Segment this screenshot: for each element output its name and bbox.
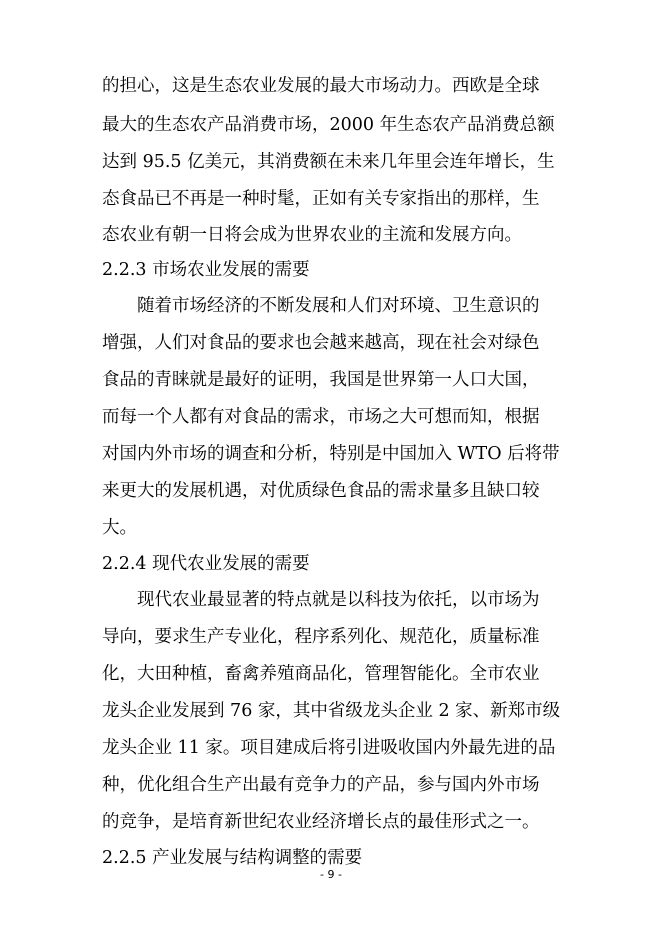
paragraph-line: 现代农业最显著的特点就是以科技为依托，以市场为	[137, 590, 540, 610]
paragraph-line: 而每一个人都有对食品的需求，市场之大可想而知，根据	[102, 407, 540, 427]
paragraph-line: 随着市场经济的不断发展和人们对环境、卫生意识的	[137, 296, 540, 316]
section-heading-2-2-4: 2.2.4 现代农业发展的需要	[102, 554, 310, 574]
paragraph-line: 龙头企业 11 家。项目建成后将引进吸收国内外最先进的品	[102, 738, 556, 758]
paragraph-line: 导向，要求生产专业化，程序系列化、规范化，质量标准	[102, 627, 540, 647]
page-number: - 9 -	[320, 868, 342, 881]
paragraph-line: 增强，人们对食品的要求也会越来越高，现在社会对绿色	[102, 333, 540, 353]
paragraph-line: 对国内外市场的调查和分析，特别是中国加入 WTO 后将带	[102, 444, 560, 464]
paragraph-line: 大。	[102, 518, 137, 538]
section-heading-2-2-3: 2.2.3 市场农业发展的需要	[102, 260, 310, 280]
paragraph-line: 达到 95.5 亿美元，其消费额在未来几年里会连年增长，生	[102, 152, 555, 172]
paragraph-line: 态农业有朝一日将会成为世界农业的主流和发展方向。	[102, 225, 522, 245]
paragraph-line: 龙头企业发展到 76 家，其中省级龙头企业 2 家、新郑市级	[102, 701, 561, 721]
paragraph-line: 的竞争，是培育新世纪农业经济增长点的最佳形式之一。	[102, 812, 540, 832]
section-heading-2-2-5: 2.2.5 产业发展与结构调整的需要	[102, 848, 363, 868]
paragraph-line: 化，大田种植，畜禽养殖商品化，管理智能化。全市农业	[102, 664, 540, 684]
paragraph-line: 来更大的发展机遇，对优质绿色食品的需求量多且缺口较	[102, 481, 540, 501]
paragraph-line: 食品的青睐就是最好的证明，我国是世界第一人口大国，	[102, 370, 540, 390]
paragraph-line: 最大的生态农产品消费市场，2000 年生态农产品消费总额	[102, 115, 555, 135]
paragraph-line: 态食品已不再是一种时髦，正如有关专家指出的那样，生	[102, 189, 540, 209]
paragraph-line: 种，优化组合生产出最有竞争力的产品，参与国内外市场	[102, 775, 540, 795]
paragraph-line: 的担心，这是生态农业发展的最大市场动力。西欧是全球	[102, 76, 540, 96]
